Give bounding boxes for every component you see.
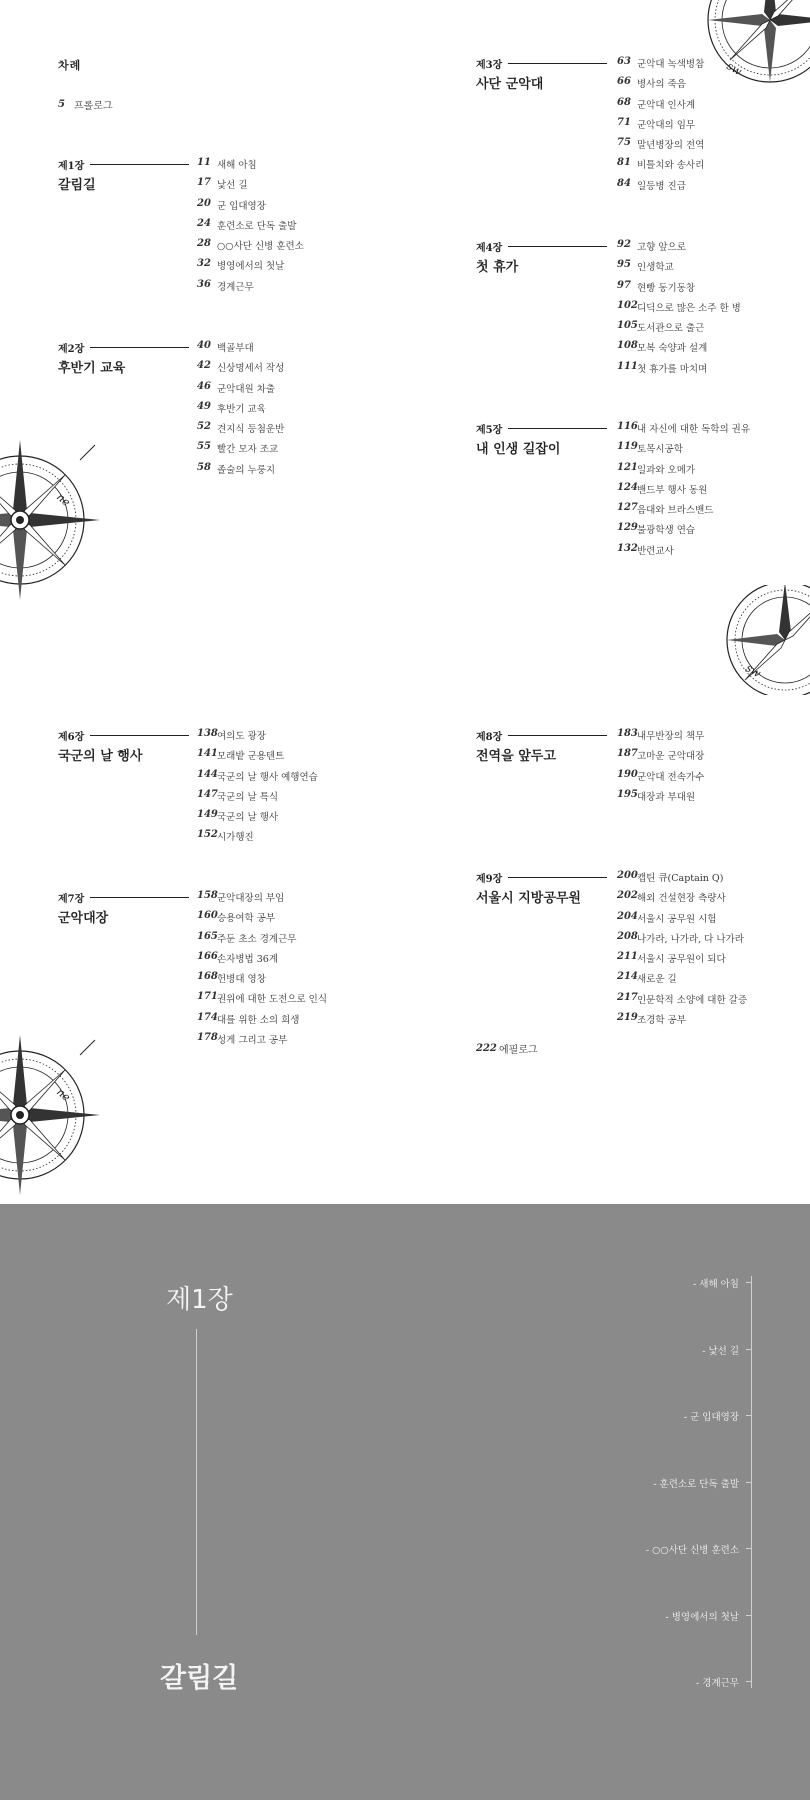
section-entry[interactable] [197,971,327,991]
section-entry[interactable] [197,279,304,299]
section-page: 144 [197,768,218,780]
section-page: 211 [617,951,638,963]
section-page: 92 [617,239,631,250]
section-list [617,56,704,198]
section-page: 219 [617,1012,638,1024]
section-page: 121 [617,461,638,473]
section-page: 190 [617,768,638,780]
section-page: 168 [197,971,218,983]
section-entry[interactable] [197,401,284,421]
section-label: 고향 앞으로 [637,242,686,253]
section-label: 조경학 공부 [637,1015,686,1027]
section-entry[interactable] [617,462,750,482]
section-page: 202 [617,890,638,902]
compass-icon-left-upper [0,440,100,600]
section-page: 204 [617,910,638,922]
section-entry[interactable] [617,239,741,259]
section-label: 여의도 광장 [217,731,266,742]
section-page: 129 [617,522,638,534]
chapter-rule [90,347,189,348]
section-label: 낯선 길 [217,180,248,192]
compass-icon-left-lower [0,1035,100,1195]
section-label: 군악대 인사계 [637,99,696,111]
chapter-rule [508,428,607,429]
section-entry[interactable] [197,1032,327,1052]
prologue-entry[interactable] [58,97,113,112]
section-label: 군 입대영장 [217,200,266,212]
section-entry[interactable] [617,931,747,951]
epilogue-entry[interactable] [476,1041,538,1056]
section-entry[interactable] [617,137,704,157]
section-entry[interactable] [617,97,704,117]
section-label: 시가행진 [217,832,254,844]
section-entry[interactable] [197,258,304,278]
chapter-page-section-list [472,1276,752,1688]
section-list [617,870,747,1032]
section-page: 49 [197,400,211,412]
section-label: 신상명세서 작성 [217,363,285,375]
section-label: 새해 아침 [217,160,257,171]
section-entry[interactable] [197,910,327,930]
section-entry[interactable] [617,178,704,198]
chapter-page-section: - 낯선 길 [472,1343,751,1410]
section-entry[interactable] [617,320,741,340]
section-label: 대를 위한 소의 희생 [217,1014,300,1026]
section-entry[interactable] [617,543,750,563]
epilogue-page: 222 [476,1043,497,1054]
section-label: 음대와 브라스밴드 [637,505,714,517]
section-page: 52 [197,421,211,433]
prologue-page: 5 [58,99,65,110]
section-page: 32 [197,258,211,270]
section-label: 비틀치와 송사리 [637,160,705,172]
section-label: 국군의 날 특식 [217,791,279,803]
section-label: 새로운 길 [637,974,677,986]
chapter-name: 후반기 교육 [58,361,126,376]
section-entry[interactable] [617,1012,747,1032]
section-list [617,728,704,809]
section-label: 첫 휴가를 마치며 [637,363,708,375]
section-entry[interactable] [617,76,704,96]
chapter-name: 사단 군악대 [476,77,544,92]
section-label: 고마운 군악대장 [637,751,705,763]
chapter-rule [90,735,189,736]
section-label: 손자병법 36계 [217,953,278,965]
section-page: 160 [197,910,218,922]
section-page: 95 [617,259,631,271]
section-page: 165 [197,930,218,942]
section-list [617,421,750,563]
epilogue-label: 에필로그 [499,1045,538,1056]
section-label: 후반기 교육 [217,403,266,415]
section-label: ○○사단 신병 훈련소 [217,241,304,253]
section-entry[interactable] [197,809,318,829]
section-label: 도서관으로 출근 [637,323,705,335]
section-page: 81 [617,157,631,169]
section-entry[interactable] [197,218,304,238]
chapter-page-name: 갈림길 [160,1663,239,1694]
section-entry[interactable] [617,280,741,300]
section-label: 캡틴 큐(Captain Q) [637,873,724,884]
chapter-name: 갈림길 [58,178,96,193]
section-entry[interactable] [197,991,327,1011]
chapter-rule [90,897,189,898]
section-label: 견지식 등첨운반 [217,424,285,436]
section-page: 36 [197,278,211,290]
section-page: 11 [197,157,211,168]
section-page: 208 [617,930,638,942]
section-entry[interactable] [617,748,704,768]
compass-label-sw: sw [743,661,764,681]
section-entry[interactable] [617,992,747,1012]
compass-label-ne: ne [54,490,73,510]
section-page: 183 [617,728,638,739]
chapter-rule [508,246,607,247]
section-entry[interactable] [617,56,704,76]
section-label: 국군의 날 행사 예행연습 [217,771,318,783]
section-page: 174 [197,1011,218,1023]
section-entry[interactable] [197,890,327,910]
section-page: 46 [197,380,211,392]
chapter-rule [90,164,189,165]
chapter-name: 첫 휴가 [476,260,519,275]
section-entry[interactable] [617,259,741,279]
section-entry[interactable] [617,117,704,137]
section-page: 116 [617,421,638,432]
section-page: 127 [617,502,638,514]
section-entry[interactable] [617,728,704,748]
section-entry[interactable] [617,157,704,177]
compass-label-sw: sw [724,59,745,79]
section-label: 인문학적 소양에 대한 갈증 [637,994,748,1006]
section-label: 훈련소로 단독 출발 [217,220,297,232]
section-label: 토목시공학 [637,444,683,456]
section-page: 97 [617,279,631,291]
section-page: 17 [197,177,211,189]
section-list [197,157,304,299]
section-label: 불광학생 연습 [637,525,696,537]
section-list [617,239,741,381]
chapter-number: 제6장 [58,732,85,743]
section-entry[interactable] [617,951,747,971]
chapter-number: 제3장 [476,60,503,71]
section-entry[interactable] [197,1012,327,1032]
section-page: 68 [617,96,631,108]
section-label: 성게 그리고 공부 [217,1035,288,1047]
section-entry[interactable] [617,340,741,360]
section-label: 병영에서의 첫날 [217,261,285,273]
section-label: 빨간 모자 조교 [217,444,279,456]
section-page: 55 [197,441,211,453]
section-entry[interactable] [197,931,327,951]
section-entry[interactable] [197,728,318,748]
section-page: 71 [617,116,631,128]
section-entry[interactable] [197,748,318,768]
section-entry[interactable] [197,829,318,849]
chapter-number: 제8장 [476,732,503,743]
toc-title: 차례 [58,59,82,72]
chapter-number: 제2장 [58,344,85,355]
chapter-page-section: - 군 입대영장 [472,1409,751,1476]
section-page: 28 [197,238,211,250]
section-list [197,728,318,850]
section-label: 나가라, 나가라, 다 나가라 [637,933,744,945]
section-label: 군악대장의 부임 [217,893,285,904]
section-label: 승용여학 공부 [217,913,276,925]
section-label: 현빵 동기동창 [637,282,696,294]
compass-label-ne: ne [54,1085,73,1105]
section-entry[interactable] [617,482,750,502]
section-entry[interactable] [617,870,747,890]
chapter-page-section: - 경계근무 [472,1675,751,1742]
section-entry[interactable] [197,198,304,218]
section-page: 42 [197,360,211,372]
section-entry[interactable] [197,769,318,789]
section-label: 인생학교 [637,262,674,274]
section-page: 58 [197,461,211,473]
section-page: 20 [197,197,211,209]
section-page: 138 [197,728,218,739]
section-label: 서울시 공무원이 되다 [637,954,726,966]
chapter-page-divider [196,1329,197,1635]
section-label: 경계근무 [217,281,254,293]
section-page: 40 [197,340,211,351]
chapter-page-section: - ○○사단 신병 훈련소 [472,1542,751,1609]
section-entry[interactable] [197,951,327,971]
chapter-rule [508,63,607,64]
section-label: 내 자신에 대한 독학의 권유 [637,424,751,435]
section-label: 주둔 초소 경계근무 [217,933,297,945]
section-label: 모래밭 군용텐트 [217,751,285,763]
chapter-number: 제1장 [58,161,85,172]
compass-icon-top-right [700,0,810,90]
section-page: 217 [617,991,638,1003]
section-entry[interactable] [197,340,284,360]
section-page: 84 [617,177,631,189]
section-list [197,340,284,482]
section-label: 서울시 공무원 시험 [637,913,717,925]
section-entry[interactable] [197,360,284,380]
section-page: 102 [617,299,638,311]
section-page: 119 [617,441,638,453]
section-entry[interactable] [617,421,750,441]
section-label: 모복 숙양과 설계 [637,343,708,355]
section-entry[interactable] [617,502,750,522]
section-page: 158 [197,890,218,901]
section-label: 대장과 부대원 [637,791,696,803]
section-page: 124 [617,481,638,493]
compass-icon-right-middle [720,585,810,695]
chapter-name: 국군의 날 행사 [58,749,143,764]
section-page: 105 [617,320,638,332]
section-page: 111 [617,360,638,372]
section-label: 반련교사 [637,545,674,557]
section-label: 병사의 죽음 [637,79,686,91]
chapter-name: 군악대장 [58,911,109,926]
section-list [197,890,327,1052]
section-page: 24 [197,217,211,229]
chapter-rule [508,877,607,878]
section-page: 108 [617,340,638,352]
chapter-page-section: - 병영에서의 첫날 [472,1609,751,1676]
section-label: 말년병장의 전역 [637,140,705,152]
chapter-number: 제7장 [58,894,85,905]
section-entry[interactable] [617,971,747,991]
section-entry[interactable] [197,381,284,401]
section-page: 152 [197,829,218,841]
section-entry[interactable] [617,789,704,809]
chapter-page-section: - 훈련소로 단독 출발 [472,1476,751,1543]
section-page: 178 [197,1032,218,1044]
section-page: 214 [617,971,638,983]
section-page: 141 [197,748,218,760]
section-page: 75 [617,137,631,149]
section-page: 147 [197,788,218,800]
section-entry[interactable] [617,911,747,931]
section-entry[interactable] [197,789,318,809]
prologue-label: 프롤로그 [74,101,113,112]
section-entry[interactable] [197,462,284,482]
section-label: 국군의 날 행사 [217,812,279,824]
chapter-page-section: - 새해 아침 [472,1276,751,1343]
section-page: 171 [197,991,218,1003]
section-page: 195 [617,788,638,800]
section-entry[interactable] [197,441,284,461]
section-entry[interactable] [617,361,741,381]
section-page: 66 [617,76,631,88]
section-label: 밴드부 행사 동원 [637,484,708,496]
section-entry[interactable] [617,441,750,461]
section-entry[interactable] [617,522,750,542]
section-entry[interactable] [197,238,304,258]
section-page: 132 [617,542,638,554]
section-entry[interactable] [197,157,304,177]
section-label: 일과와 오메가 [637,464,696,476]
section-label: 군악대 녹색병참 [637,59,705,70]
section-label: 내무반장의 책무 [637,731,705,742]
section-page: 166 [197,950,218,962]
section-page: 187 [617,748,638,760]
section-entry[interactable] [617,300,741,320]
section-label: 군악대원 차출 [217,383,276,395]
section-page: 63 [617,56,631,67]
section-entry[interactable] [197,177,304,197]
section-label: 해외 건설현장 측량사 [637,893,726,905]
section-label: 군악대의 임무 [637,119,696,131]
chapter-number: 제9장 [476,874,503,885]
chapter-number: 제5장 [476,425,503,436]
section-page: 200 [617,870,638,881]
chapter-name: 전역을 앞두고 [476,749,556,764]
chapter-rule [508,735,607,736]
section-label: 졸술의 누룽지 [217,464,276,476]
section-label: 일등병 진급 [637,180,686,192]
chapter-name: 서울시 지방공무원 [476,891,581,906]
section-entry[interactable] [617,890,747,910]
section-label: 권위에 대한 도전으로 인식 [217,994,328,1006]
section-label: 군악대 전속가수 [637,771,705,783]
section-entry[interactable] [197,421,284,441]
chapter-name: 내 인생 길잡이 [476,442,561,457]
chapter-number: 제4장 [476,243,503,254]
section-label: 디딕으로 많은 소주 한 병 [637,302,741,314]
section-label: 백골부대 [217,343,254,354]
section-label: 헌병대 영창 [217,974,266,986]
section-page: 149 [197,809,218,821]
section-entry[interactable] [617,769,704,789]
chapter-1-title-page [0,1204,810,1800]
chapter-page-number: 제1장 [166,1285,233,1315]
